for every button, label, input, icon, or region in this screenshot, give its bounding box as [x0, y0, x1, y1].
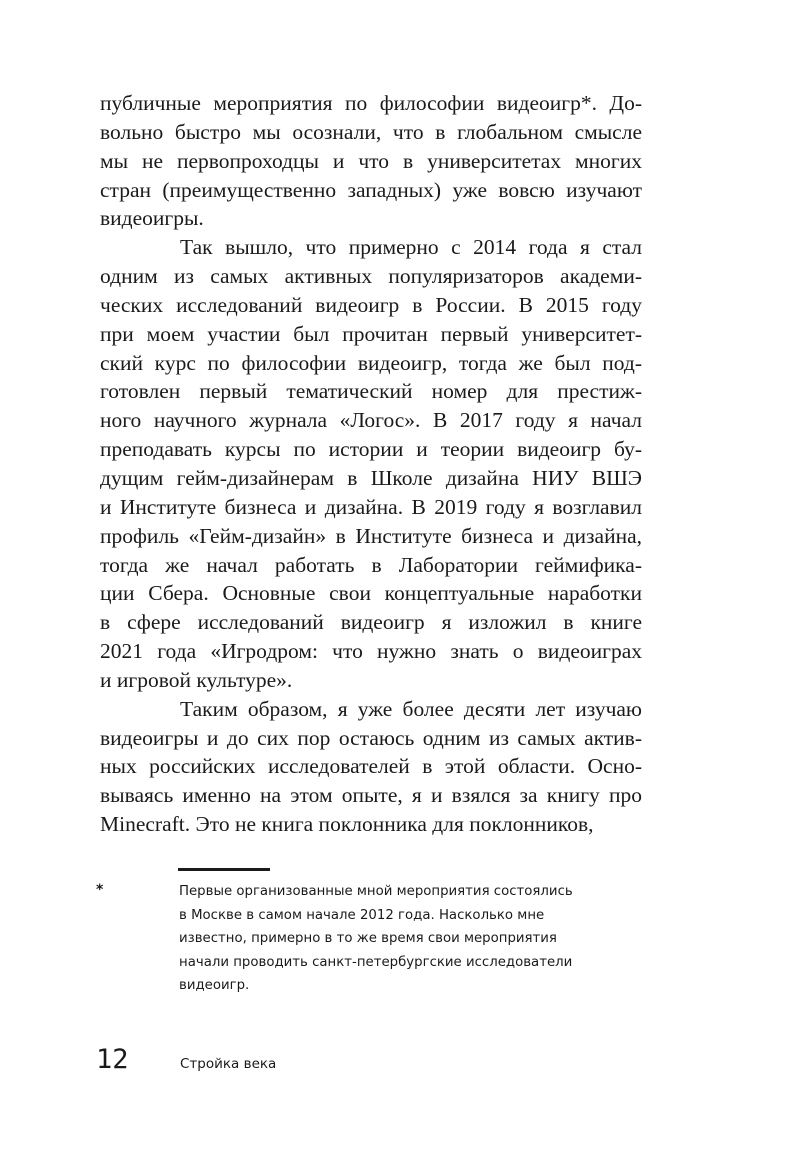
footnote-line: видеоигр. [179, 978, 250, 993]
body-line: Так вышло, что примерно с 2014 года я стал [180, 235, 642, 260]
footnote-line: в Москве в самом начале 2012 года. Насколько мне [179, 907, 545, 923]
body-line: ных российских исследователей в этой области. Осно- [100, 754, 642, 779]
body-line: тогда же начал работать в Лаборатории геймифика- [100, 552, 642, 577]
page-number: 12 [96, 1044, 129, 1075]
body-line: ский курс по философии видеоигр, тогда же был под- [100, 350, 642, 375]
body-line: профиль «Гейм-дизайн» в Институте бизнеса и дизайна, [100, 523, 642, 548]
body-line: дущим гейм-дизайнерам в Школе дизайна НИУ ВШЭ [100, 465, 642, 490]
footnote-line: начали проводить санкт-петербургские исследователи [179, 954, 573, 970]
body-line: Minecraft. Это не книга поклонника для поклонников, [100, 812, 594, 837]
body-line: при моем участии был прочитан первый университет- [100, 321, 642, 346]
body-line: ческих исследований видеоигр в России. В 2015 году [100, 292, 642, 317]
body-line: в сфере исследований видеоигр я изложил в книге [100, 610, 642, 635]
body-line: вольно быстро мы осознали, что в глобальном смысле [100, 119, 642, 144]
body-line: Таким образом, я уже более десяти лет изучаю [180, 696, 642, 721]
body-line: и игровой культуре». [100, 667, 293, 692]
footnote-divider [178, 868, 270, 871]
body-line: публичные мероприятия по философии видеоигр*. До- [100, 91, 642, 115]
footnote-line: известно, примерно в то же время свои мероприятия [179, 931, 557, 946]
body-line: преподавать курсы по истории и теории видеоигр бу- [100, 437, 642, 462]
footnote-text [179, 880, 659, 998]
body-text [100, 89, 642, 839]
body-line: видеоигры и до сих пор остаюсь одним из самых актив- [100, 725, 642, 750]
body-line: 2021 года «Игродром: что нужно знать о видеоиграх [100, 639, 642, 664]
body-line: ного научного журнала «Логос». В 2017 году я начал [100, 408, 642, 433]
running-title: Стройка века [180, 1056, 277, 1072]
body-line: стран (преимущественно западных) уже вовсю изучают [100, 177, 642, 202]
footnote-line: Первые организованные мной мероприятия состоялись [179, 884, 573, 899]
body-line: одним из самых активных популяризаторов академи- [100, 264, 642, 289]
footnote-mark: * [96, 882, 104, 898]
body-line: и Институте бизнеса и дизайна. В 2019 году я возглавил [100, 494, 642, 519]
body-line: мы не первопроходцы и что в университетах многих [100, 148, 642, 173]
body-line: ции Сбера. Основные свои концептуальные наработки [100, 581, 642, 606]
body-line: видеоигры. [100, 206, 204, 231]
body-line: вываясь именно на этом опыте, я и взялся за книгу про [100, 783, 642, 808]
body-line: готовлен первый тематический номер для престиж- [100, 379, 642, 404]
